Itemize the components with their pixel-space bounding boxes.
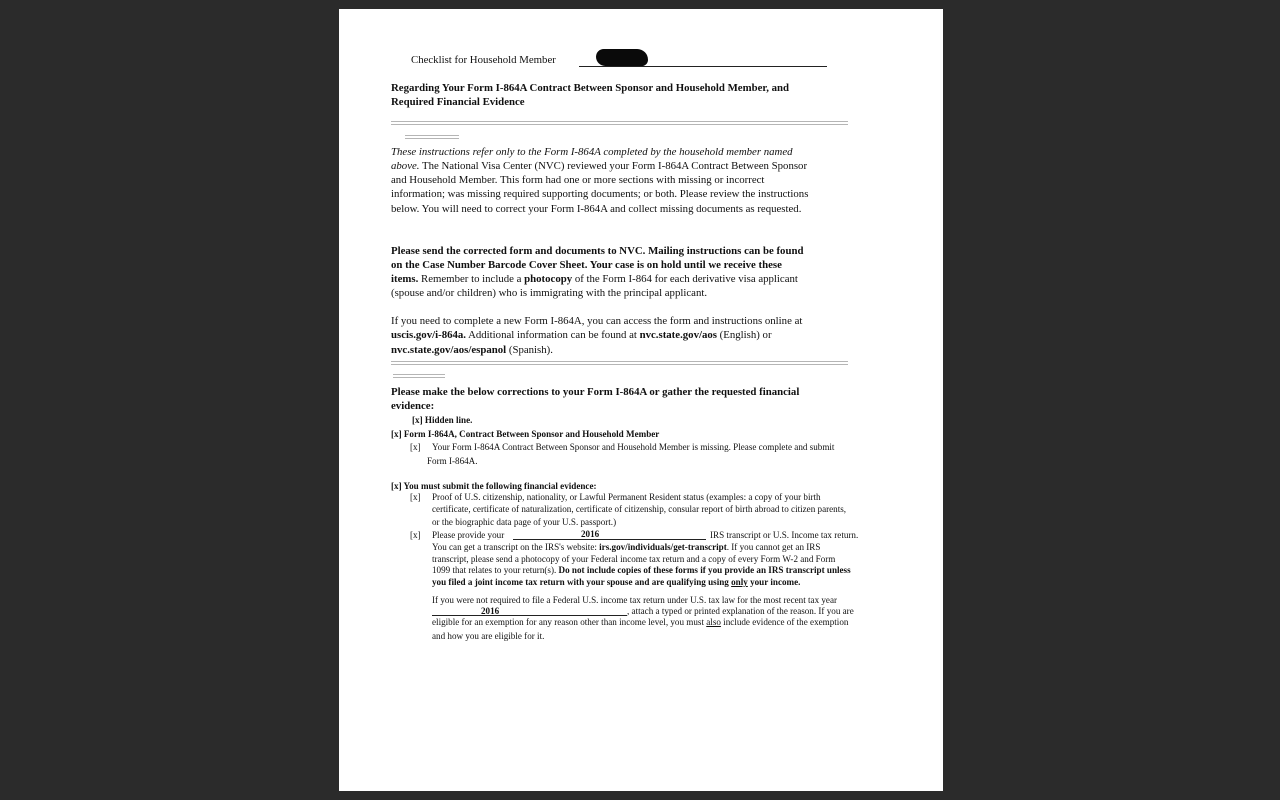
newform-line-2: uscis.gov/i-864a. Additional information can be found at nvc.state.gov/aos (English) or	[391, 329, 772, 341]
tax-year-value: 2016	[581, 529, 600, 539]
exempt-line-2: , attach a typed or printed explanation of the reason. If you are	[627, 606, 854, 616]
divider-2	[391, 361, 848, 365]
financial-title: [x] You must submit the following financial evidence:	[391, 481, 597, 491]
exempt-year-value: 2016	[481, 606, 500, 616]
intro-line-4: information; was missing required supporting documents; or both. Please review the instructions	[391, 188, 809, 200]
nvc-aos-link[interactable]: nvc.state.gov/aos	[639, 329, 717, 341]
irs-transcript-link[interactable]: irs.gov/individuals/get-transcript	[599, 542, 727, 552]
send-line-3: items. Remember to include a photocopy of the Form I-864 for each derivative visa applicant	[391, 273, 798, 285]
send-line-2: on the Case Number Barcode Cover Sheet. Your case is on hold until we receive these	[391, 259, 782, 271]
divider	[391, 121, 848, 125]
section-form-title: [x] Form I-864A, Contract Between Sponsor and Household Member	[391, 429, 660, 439]
proof-line-3: or the biographic data page of your U.S. passport.)	[432, 517, 617, 527]
corrections-heading-2: evidence:	[391, 400, 435, 412]
item-checkbox: [x]	[410, 530, 421, 540]
transcript-line-2: You can get a transcript on the IRS's website: irs.gov/individuals/get-transcript. If you cannot get an IRS	[432, 542, 821, 552]
uscis-link[interactable]: uscis.gov/i-864a.	[391, 329, 466, 341]
title-line-1: Regarding Your Form I-864A Contract Between Sponsor and Household Member, and	[391, 82, 790, 94]
nvc-espanol-link[interactable]: nvc.state.gov/aos/espanol	[391, 344, 507, 356]
document-page	[339, 9, 943, 791]
exempt-line-1: If you were not required to file a Federal U.S. income tax return under U.S. tax law for the most recent tax year	[432, 595, 838, 605]
checklist-label: Checklist for Household Member	[411, 54, 556, 66]
intro-line-2: above. The National Visa Center (NVC) reviewed your Form I-864A Contract Between Sponsor	[391, 160, 808, 172]
exempt-line-4: and how you are eligible for it.	[432, 631, 545, 641]
newform-line-1: If you need to complete a new Form I-864A, you can access the form and instructions online at	[391, 315, 803, 327]
hidden-line: [x] Hidden line.	[412, 415, 473, 425]
item-checkbox: [x]	[410, 442, 421, 452]
title-line-2: Required Financial Evidence	[391, 96, 525, 108]
provide-suffix: IRS transcript or U.S. Income tax return.	[710, 530, 859, 540]
proof-line-2: certificate, certificate of naturalization, certificate of citizenship, consular report of birth abroad to citizen parents,	[432, 504, 847, 514]
divider-short-2	[393, 374, 445, 378]
exempt-line-3: eligible for an exemption for any reason other than income level, you must also include evidence of the exemption	[432, 617, 849, 627]
intro-line-5: below. You will need to correct your Form I-864A and collect missing documents as requested.	[391, 203, 802, 215]
transcript-line-3: transcript, please send a photocopy of your Federal income tax return and a copy of every Form W-2 and Form	[432, 554, 836, 564]
member-name-blank	[579, 66, 827, 67]
tax-year-blank	[513, 539, 706, 540]
send-line-1: Please send the corrected form and documents to NVC. Mailing instructions can be found	[391, 245, 804, 257]
intro-line-1: These instructions refer only to the Form I-864A completed by the household member named	[391, 146, 793, 158]
send-line-4: (spouse and/or children) who is immigrating with the principal applicant.	[391, 287, 708, 299]
newform-line-3: nvc.state.gov/aos/espanol (Spanish).	[391, 344, 553, 356]
provide-label: Please provide your	[432, 530, 505, 540]
divider-short	[405, 135, 459, 139]
redacted-name	[596, 49, 648, 66]
transcript-line-5: you filed a joint income tax return with your spouse and are qualifying using only your income.	[432, 577, 801, 587]
corrections-heading-1: Please make the below corrections to your Form I-864A or gather the requested financial	[391, 386, 800, 398]
item-checkbox: [x]	[410, 492, 421, 502]
transcript-line-4: 1099 that relates to your return(s). Do not include copies of these forms if you provide an IRS transcript unless	[432, 565, 851, 575]
intro-line-3: and Household Member. This form had one or more sections with missing or incorrect	[391, 174, 765, 186]
proof-line-1: Proof of U.S. citizenship, nationality, or Lawful Permanent Resident status (examples: a copy of your birth	[432, 492, 821, 502]
item-missing-line-2: Form I-864A.	[427, 456, 478, 466]
item-missing-line-1: Your Form I-864A Contract Between Sponsor and Household Member is missing. Please complete and submit	[432, 442, 835, 452]
